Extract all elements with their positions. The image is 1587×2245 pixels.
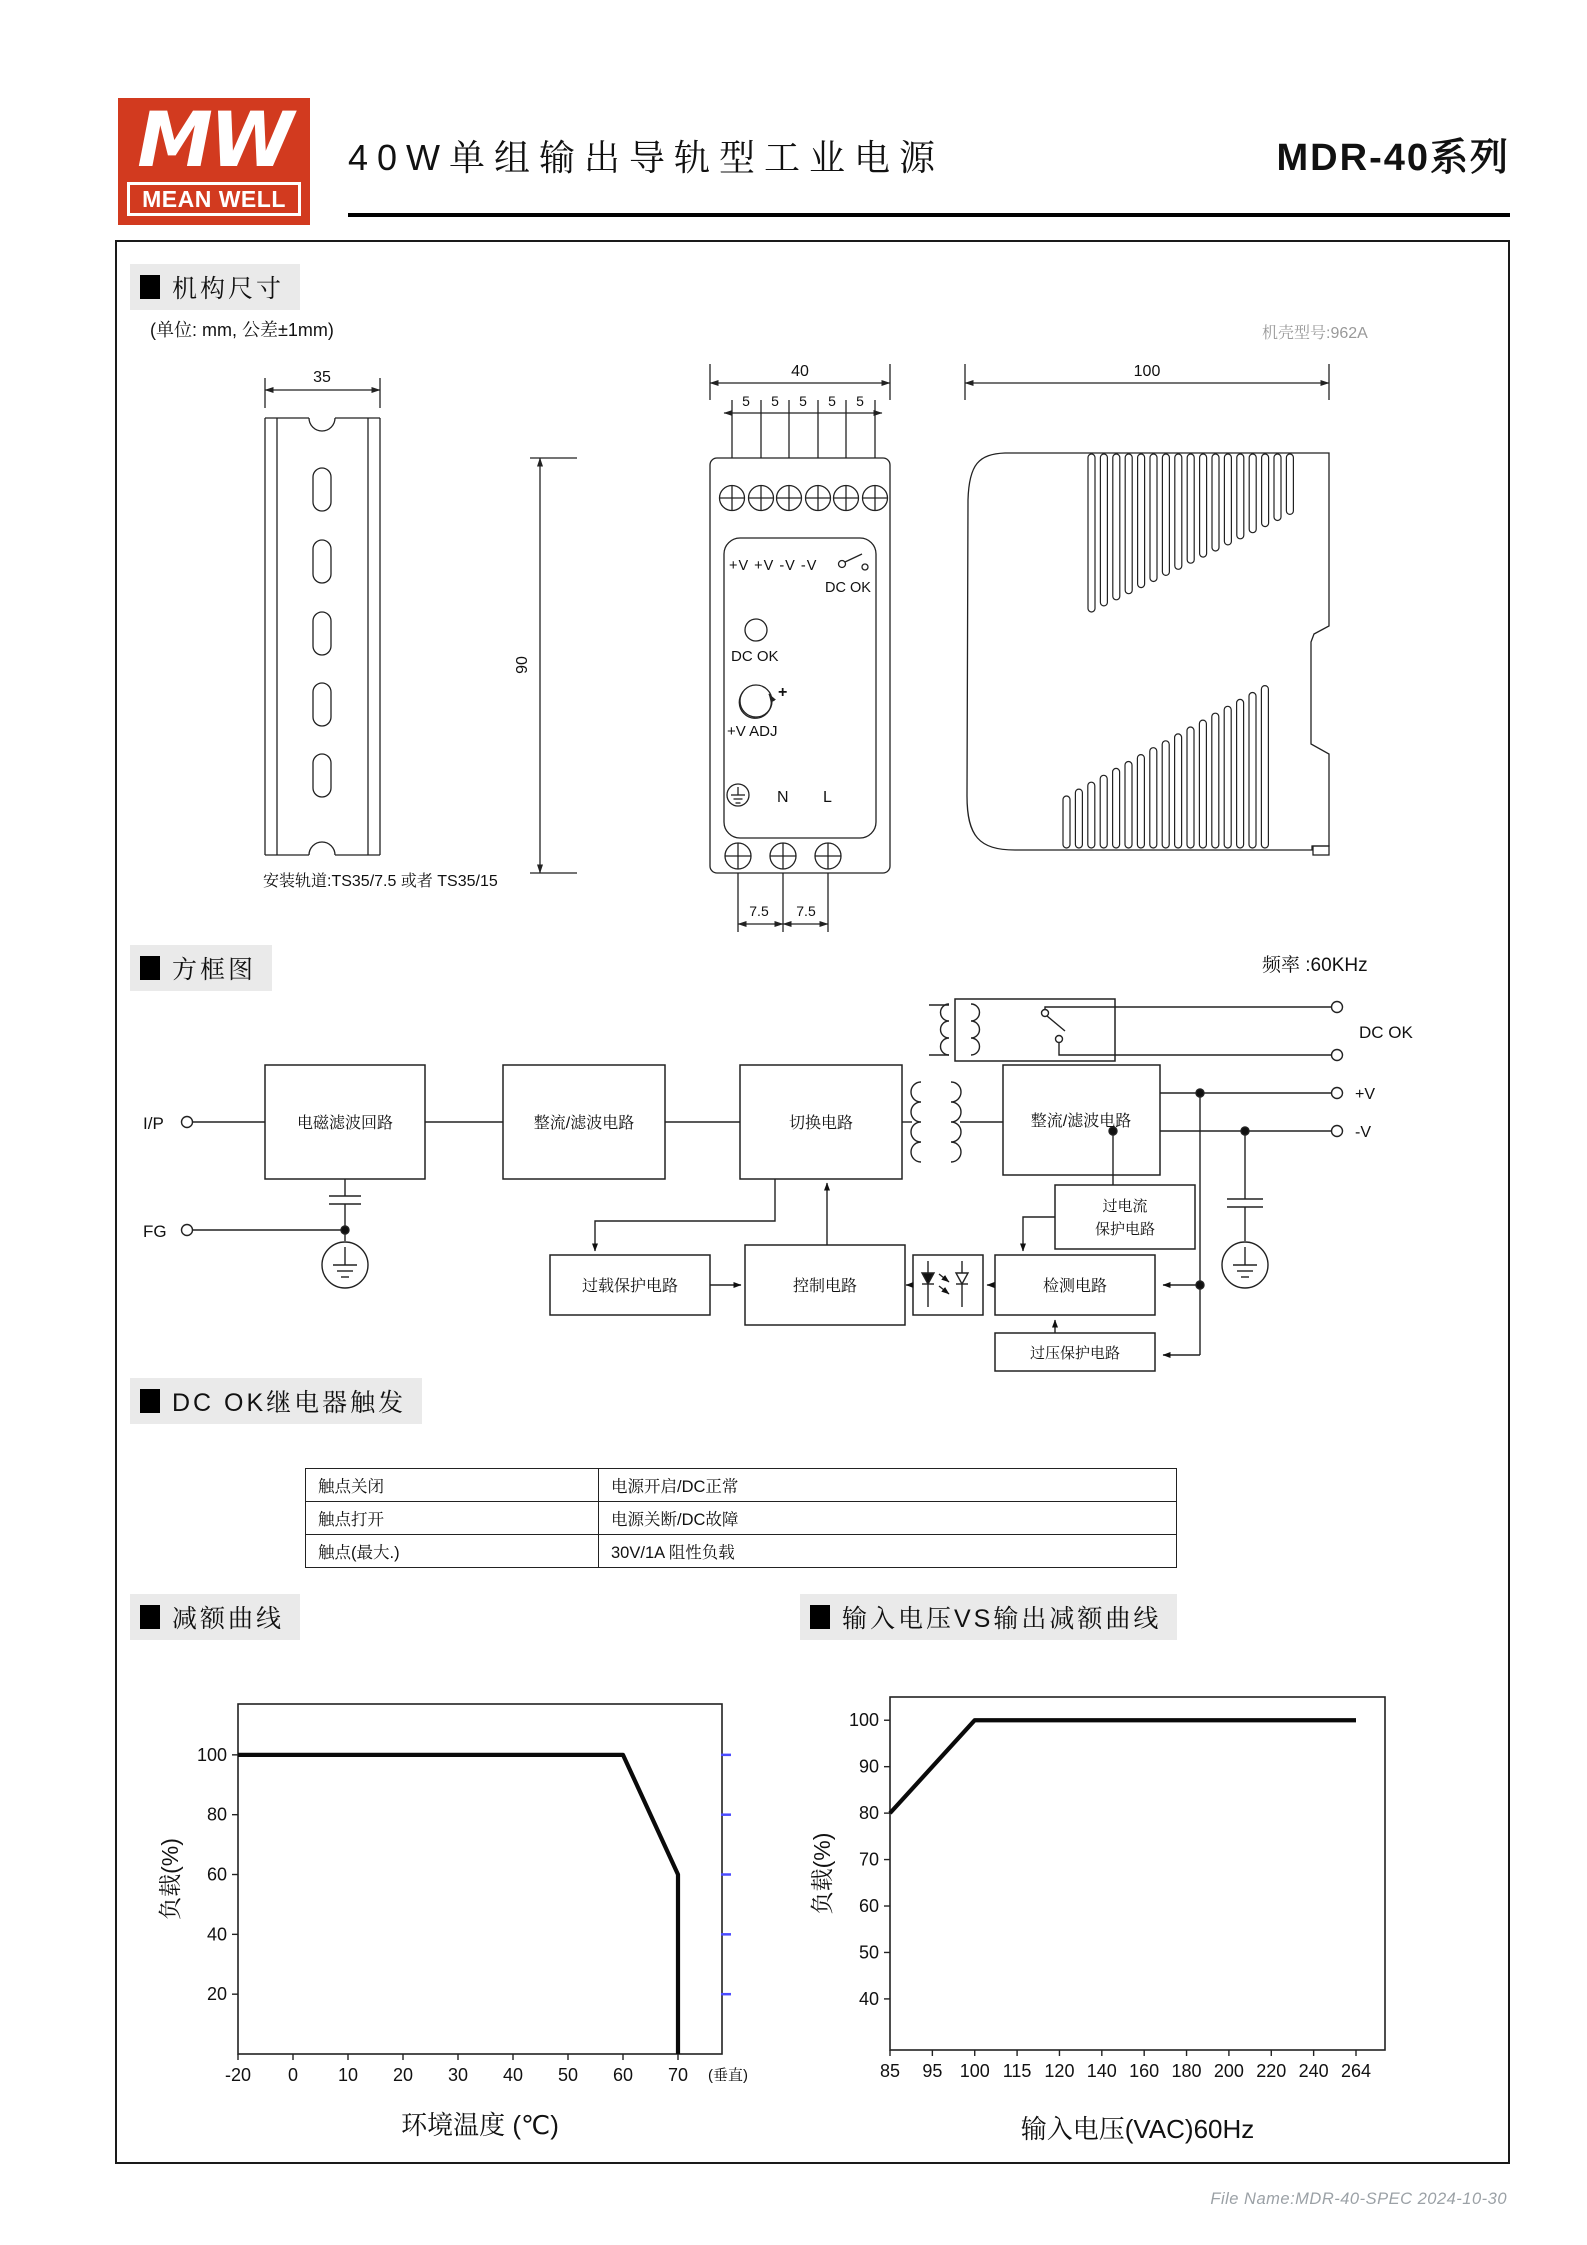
svg-text:160: 160 bbox=[1129, 2061, 1160, 2081]
meanwell-logo bbox=[118, 95, 310, 225]
rail-type-note: 安装轨道:TS35/7.5 或者 TS35/15 bbox=[263, 873, 498, 890]
svg-text:30: 30 bbox=[447, 2065, 469, 2085]
table-row bbox=[306, 1469, 1177, 1502]
fg-label: FG bbox=[143, 1222, 167, 1241]
section-derating-header bbox=[130, 1594, 300, 1640]
table-cell: 电源关断/DC故障 bbox=[599, 1502, 1177, 1535]
contact-label: DC OK bbox=[825, 580, 871, 596]
rectifier1-box-label: 整流/滤波电路 bbox=[533, 1115, 635, 1132]
svg-text:220: 220 bbox=[1256, 2061, 1287, 2081]
dcok-output-label: DC OK bbox=[1359, 1023, 1413, 1042]
dim-pitch: 5 bbox=[742, 393, 750, 409]
input-derating-chart bbox=[800, 1652, 1460, 2152]
section-bullet-icon bbox=[140, 275, 160, 299]
side-view-drawing bbox=[965, 364, 1329, 855]
ocp-box-label2: 保护电路 bbox=[1094, 1221, 1156, 1238]
dim-pitch: 5 bbox=[771, 393, 779, 409]
svg-text:60: 60 bbox=[206, 1864, 227, 1885]
svg-text:-20: -20 bbox=[224, 2065, 252, 2085]
dim-pitch: 5 bbox=[856, 393, 864, 409]
section-bullet-icon bbox=[140, 1389, 160, 1413]
table-cell: 电源开启/DC正常 bbox=[599, 1469, 1177, 1502]
section-mechanical-header bbox=[130, 264, 300, 310]
svg-text:输入电压(VAC)60Hz: 输入电压(VAC)60Hz bbox=[1020, 2114, 1255, 2144]
svg-text:20: 20 bbox=[206, 1984, 227, 2005]
vplus-output-label: +V bbox=[1355, 1086, 1376, 1103]
control-box-label: 控制电路 bbox=[792, 1278, 858, 1295]
unit-note: (单位: mm, 公差±1mm) bbox=[150, 320, 334, 340]
svg-text:264: 264 bbox=[1340, 2061, 1372, 2081]
section-title: 减额曲线 bbox=[172, 1605, 285, 1633]
frequency-note: 频率 :60KHz bbox=[1262, 955, 1368, 976]
svg-text:100: 100 bbox=[959, 2061, 990, 2081]
table-row bbox=[306, 1535, 1177, 1568]
svg-text:240: 240 bbox=[1298, 2061, 1329, 2081]
dim-side-width: 100 bbox=[1133, 363, 1161, 380]
svg-text:70: 70 bbox=[858, 1849, 879, 1870]
ocp-box-label: 过电流 bbox=[1102, 1198, 1148, 1215]
line-label: L bbox=[823, 789, 832, 806]
switching-box-label: 切换电路 bbox=[788, 1115, 854, 1132]
svg-text:负载(%): 负载(%) bbox=[157, 1838, 183, 1920]
table-cell: 触点打开 bbox=[306, 1502, 599, 1535]
svg-text:50: 50 bbox=[858, 1942, 879, 1963]
input-label: I/P bbox=[143, 1114, 164, 1133]
svg-text:85: 85 bbox=[879, 2061, 901, 2081]
case-model-note: 机壳型号:962A bbox=[1262, 325, 1368, 342]
table-row bbox=[306, 1502, 1177, 1535]
table-cell: 触点(最大.) bbox=[306, 1535, 599, 1568]
svg-text:100: 100 bbox=[196, 1744, 227, 1765]
adj-plus-label: + bbox=[778, 684, 788, 701]
svg-text:环境温度 (℃): 环境温度 (℃) bbox=[401, 2110, 559, 2140]
led-label: DC OK bbox=[731, 648, 779, 665]
dim-rail-width: 35 bbox=[313, 369, 331, 386]
page-title: 40W单组输出导轨型工业电源 bbox=[348, 137, 945, 178]
dim-front-height: 90 bbox=[514, 656, 531, 674]
section-title: 机构尺寸 bbox=[172, 275, 285, 303]
series-title: MDR-40系列 bbox=[1276, 137, 1510, 179]
svg-text:20: 20 bbox=[392, 2065, 414, 2085]
svg-text:80: 80 bbox=[858, 1803, 879, 1824]
section-title: DC OK继电器触发 bbox=[172, 1389, 407, 1417]
table-cell: 触点关闭 bbox=[306, 1469, 599, 1502]
section-block-header bbox=[130, 945, 272, 991]
section-bullet-icon bbox=[140, 956, 160, 980]
svg-text:100: 100 bbox=[848, 1710, 879, 1731]
svg-text:95: 95 bbox=[922, 2061, 943, 2081]
svg-text:负载(%): 负载(%) bbox=[809, 1832, 835, 1915]
section-bullet-icon bbox=[140, 1605, 160, 1629]
section-title: 方框图 bbox=[172, 956, 257, 984]
svg-text:200: 200 bbox=[1213, 2061, 1244, 2081]
olp-box-label: 过载保护电路 bbox=[581, 1278, 679, 1295]
svg-text:10: 10 bbox=[337, 2065, 359, 2085]
svg-text:40: 40 bbox=[502, 2065, 524, 2085]
logo-mw-icon: MW bbox=[137, 95, 291, 184]
svg-text:40: 40 bbox=[206, 1924, 227, 1945]
svg-text:90: 90 bbox=[858, 1756, 879, 1777]
adj-label: +V ADJ bbox=[727, 723, 778, 740]
title-underline bbox=[348, 213, 1510, 217]
logo-brand-name: MEAN WELL bbox=[127, 182, 301, 216]
relay-table bbox=[305, 1468, 1177, 1568]
svg-text:40: 40 bbox=[858, 1988, 879, 2009]
svg-text:(垂直): (垂直) bbox=[708, 2067, 748, 2084]
terminal-labels: +V +V -V -V bbox=[729, 558, 818, 574]
dim-pitch: 5 bbox=[799, 393, 807, 409]
neutral-label: N bbox=[777, 789, 789, 806]
svg-text:70: 70 bbox=[667, 2065, 689, 2085]
derating-chart bbox=[130, 1652, 785, 2152]
svg-text:0: 0 bbox=[287, 2065, 299, 2085]
diagram-boxes bbox=[265, 999, 1195, 1371]
section-bullet-icon bbox=[810, 1605, 830, 1629]
svg-text:120: 120 bbox=[1044, 2061, 1075, 2081]
dim-bottom-pitch: 7.5 bbox=[796, 903, 816, 919]
svg-text:60: 60 bbox=[612, 2065, 634, 2085]
emi-box-label: 电磁滤波回路 bbox=[296, 1115, 394, 1132]
optocoupler-symbol bbox=[913, 1255, 983, 1315]
din-rail-drawing bbox=[265, 378, 380, 855]
dim-front-width: 40 bbox=[791, 363, 809, 380]
svg-text:50: 50 bbox=[557, 2065, 579, 2085]
svg-text:60: 60 bbox=[858, 1896, 879, 1917]
mechanical-drawing bbox=[115, 358, 1510, 943]
rectifier2-box-label: 整流/滤波电路 bbox=[1030, 1113, 1132, 1130]
section-vin-derating-header bbox=[800, 1594, 1177, 1640]
section-relay-header bbox=[130, 1378, 422, 1424]
table-cell: 30V/1A 阻性负载 bbox=[599, 1535, 1177, 1568]
svg-text:180: 180 bbox=[1171, 2061, 1202, 2081]
block-diagram bbox=[115, 993, 1510, 1375]
detect-box-label: 检测电路 bbox=[1042, 1278, 1108, 1295]
svg-text:80: 80 bbox=[206, 1804, 227, 1825]
vminus-output-label: -V bbox=[1355, 1124, 1371, 1141]
svg-text:140: 140 bbox=[1086, 2061, 1117, 2081]
section-title: 输入电压VS输出减额曲线 bbox=[842, 1605, 1162, 1633]
dim-pitch: 5 bbox=[828, 393, 836, 409]
dim-bottom-pitch: 7.5 bbox=[749, 903, 769, 919]
ovp-box-label: 过压保护电路 bbox=[1029, 1345, 1121, 1362]
svg-text:115: 115 bbox=[1002, 2061, 1032, 2081]
front-view-drawing bbox=[530, 364, 890, 932]
file-name-note: File Name:MDR-40-SPEC 2024-10-30 bbox=[1210, 2190, 1507, 2208]
header-title-row bbox=[348, 126, 1510, 181]
